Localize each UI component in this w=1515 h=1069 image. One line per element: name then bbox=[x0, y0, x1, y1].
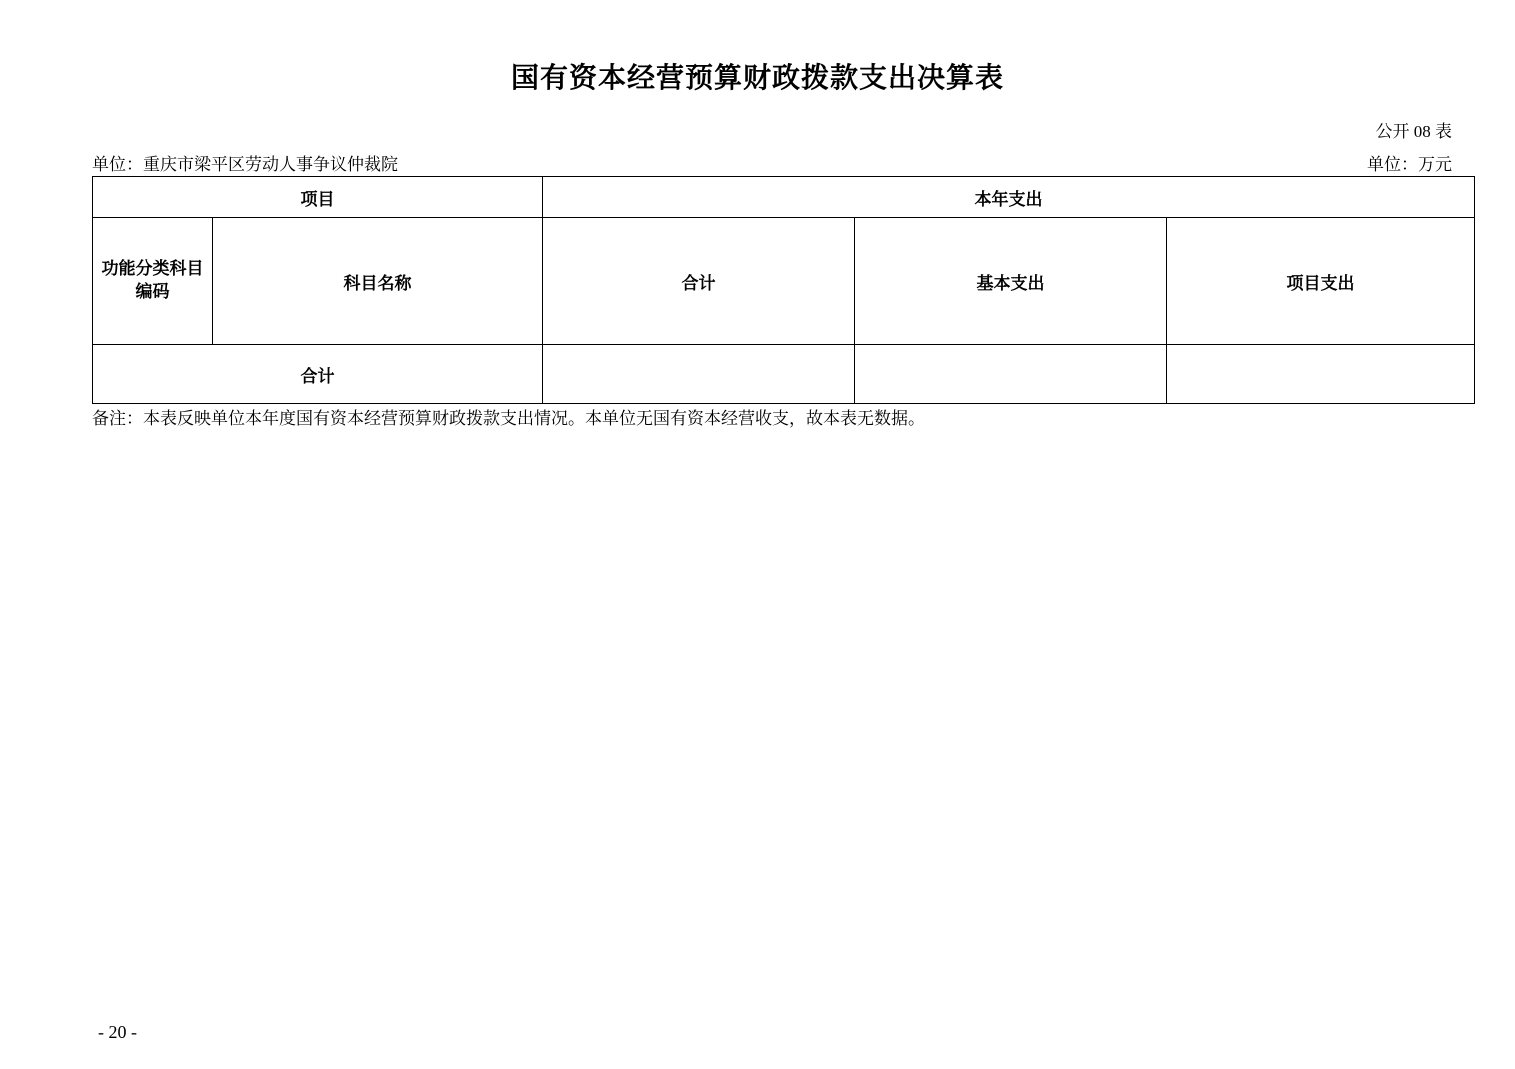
table-remark: 备注：本表反映单位本年度国有资本经营预算财政拨款支出情况。本单位无国有资本经营收支，故本表无数据。 bbox=[92, 409, 925, 428]
header-current-year-group: 本年支出 bbox=[543, 177, 1475, 218]
page-title: 国有资本经营预算财政拨款支出决算表 bbox=[510, 63, 1004, 94]
page-number: - 20 - bbox=[98, 1022, 137, 1042]
header-item-group: 项目 bbox=[93, 177, 543, 218]
total-row-total-value bbox=[543, 345, 855, 404]
total-row-basic-value bbox=[855, 345, 1167, 404]
table-header-group-row bbox=[93, 177, 1475, 218]
header-basic-expenditure: 基本支出 bbox=[855, 218, 1167, 345]
header-total: 合计 bbox=[543, 218, 855, 345]
header-function-code-line1: 功能分类科目 bbox=[101, 259, 204, 279]
header-function-code-line2: 编码 bbox=[135, 282, 170, 301]
table-header-row bbox=[93, 218, 1475, 345]
unit-name: 单位：重庆市梁平区劳动人事争议仲裁院 bbox=[92, 155, 398, 174]
header-subject-name: 科目名称 bbox=[213, 218, 543, 345]
sheet-number: 公开 08 表 bbox=[1375, 122, 1452, 141]
total-row-label: 合计 bbox=[93, 345, 543, 404]
table-row bbox=[93, 345, 1475, 404]
unit-measure: 单位：万元 bbox=[1367, 155, 1452, 174]
total-row-project-value bbox=[1167, 345, 1475, 404]
header-function-code bbox=[93, 218, 213, 345]
expenditure-table bbox=[92, 176, 1475, 404]
header-project-expenditure: 项目支出 bbox=[1167, 218, 1475, 345]
